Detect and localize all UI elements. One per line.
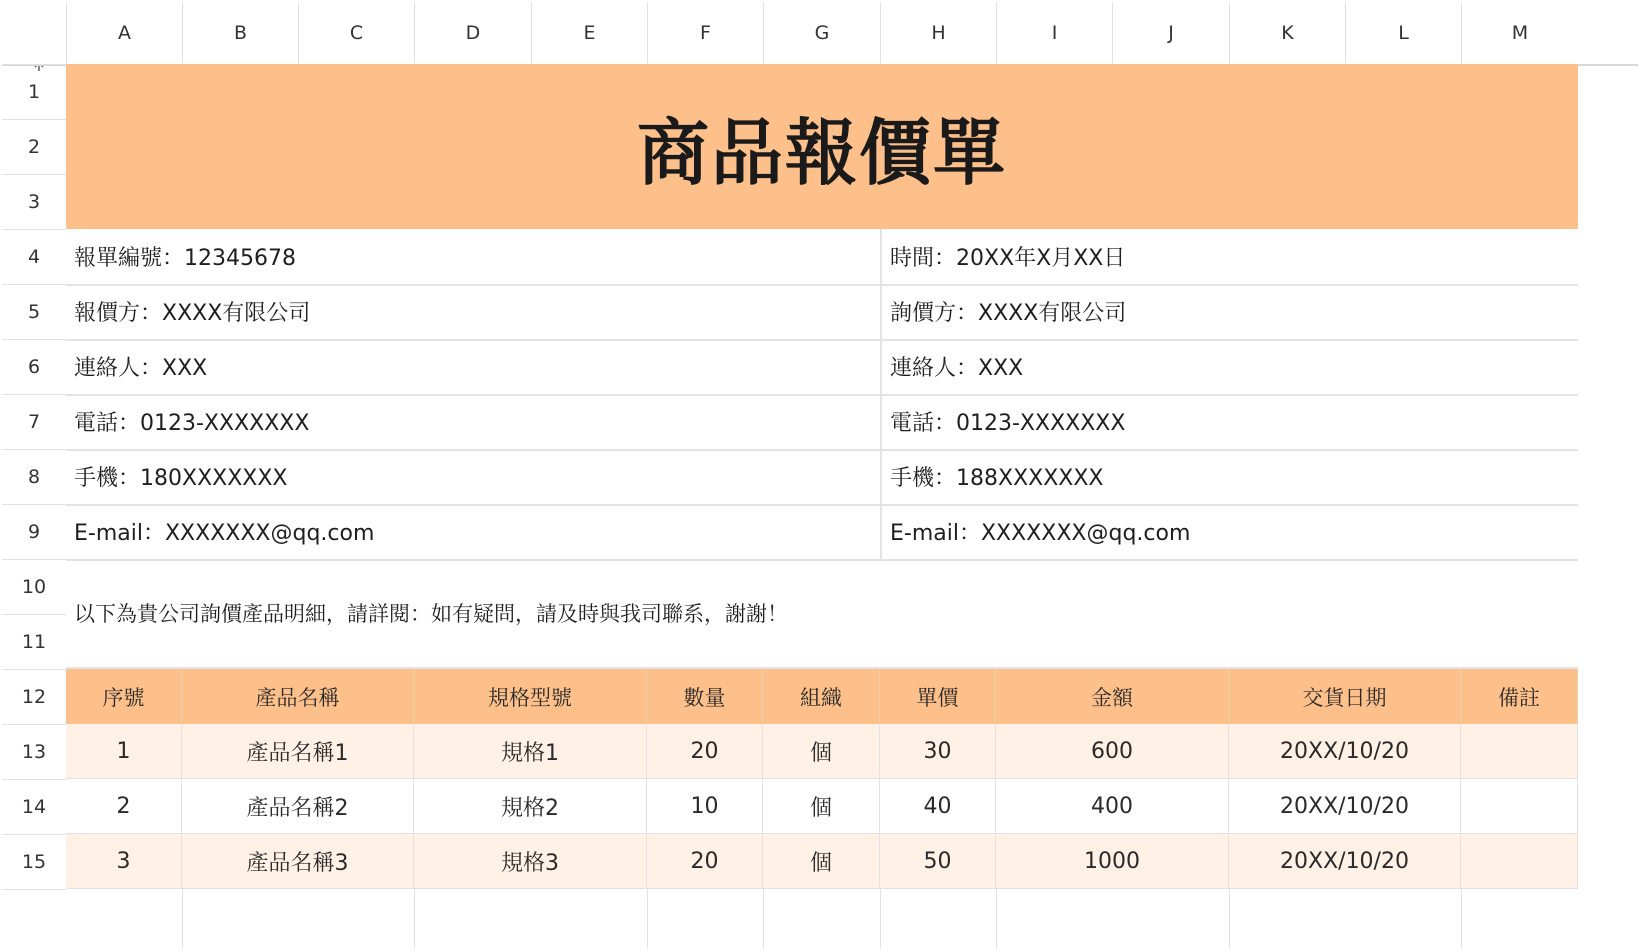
table-cell[interactable] xyxy=(1461,834,1578,889)
column-header-f[interactable]: F xyxy=(647,2,763,64)
table-cell[interactable]: 個 xyxy=(763,779,880,834)
row-header-partial xyxy=(2,889,66,949)
table-cell[interactable]: 20XX/10/20 xyxy=(1229,724,1461,779)
column-header-l[interactable]: L xyxy=(1345,2,1461,64)
row-header-10[interactable]: 10 xyxy=(2,559,66,614)
table-cell[interactable]: 600 xyxy=(996,724,1229,779)
table-header-serial[interactable]: 序號 xyxy=(66,669,182,724)
table-cell[interactable]: 400 xyxy=(996,779,1229,834)
table-cell[interactable]: 規格3 xyxy=(414,834,647,889)
table-cell[interactable]: 10 xyxy=(647,779,763,834)
table-cell[interactable] xyxy=(1461,779,1578,834)
table-header-unit[interactable]: 組織 xyxy=(763,669,880,724)
info-right-contact[interactable]: 連絡人：XXX xyxy=(880,339,1578,396)
row-header-11[interactable]: 11 xyxy=(2,614,66,669)
column-header-j[interactable]: J xyxy=(1112,2,1229,64)
partial-row-divider xyxy=(1229,889,1230,949)
table-cell[interactable]: 40 xyxy=(880,779,996,834)
column-header-bar xyxy=(2,2,1638,66)
info-left-quoter[interactable]: 報價方：XXXX有限公司 xyxy=(66,284,880,341)
column-header-e[interactable]: E xyxy=(531,2,647,64)
table-cell[interactable]: 3 xyxy=(66,834,182,889)
row-header-8[interactable]: 8 xyxy=(2,449,66,504)
table-cell[interactable]: 個 xyxy=(763,724,880,779)
row-header-2[interactable]: 2 xyxy=(2,119,66,174)
table-cell[interactable]: 規格1 xyxy=(414,724,647,779)
table-cell[interactable]: 1 xyxy=(66,724,182,779)
table-cell[interactable]: 30 xyxy=(880,724,996,779)
table-header-unit-price[interactable]: 單價 xyxy=(880,669,996,724)
info-right-mobile[interactable]: 手機：188XXXXXXX xyxy=(880,449,1578,506)
table-cell[interactable]: 個 xyxy=(763,834,880,889)
column-header-i[interactable]: I xyxy=(996,2,1112,64)
table-header-amount[interactable]: 金額 xyxy=(996,669,1229,724)
row-header-14[interactable]: 14 xyxy=(2,779,66,834)
column-header-g[interactable]: G xyxy=(763,2,880,64)
table-cell[interactable]: 50 xyxy=(880,834,996,889)
table-header-spec[interactable]: 規格型號 xyxy=(414,669,647,724)
quotation-note[interactable]: 以下為貴公司詢價產品明細，請詳閱：如有疑問，請及時與我司聯系，謝謝！ xyxy=(66,559,1578,669)
table-cell[interactable] xyxy=(1461,724,1578,779)
row-header-13[interactable]: 13 xyxy=(2,724,66,779)
row-header-9[interactable]: 9 xyxy=(2,504,66,559)
column-header-h[interactable]: H xyxy=(880,2,996,64)
row-header-1[interactable]: 1 xyxy=(2,64,66,119)
table-cell[interactable]: 產品名稱2 xyxy=(182,779,414,834)
table-cell[interactable]: 產品名稱1 xyxy=(182,724,414,779)
info-right-phone[interactable]: 電話：0123-XXXXXXX xyxy=(880,394,1578,451)
table-cell[interactable]: 1000 xyxy=(996,834,1229,889)
column-header-c[interactable]: C xyxy=(298,2,414,64)
row-header-15[interactable]: 15 xyxy=(2,834,66,889)
table-cell[interactable]: 產品名稱3 xyxy=(182,834,414,889)
partial-row-divider xyxy=(996,889,997,949)
column-header-m[interactable]: M xyxy=(1461,2,1578,64)
table-header-quantity[interactable]: 數量 xyxy=(647,669,763,724)
row-header-3[interactable]: 3 xyxy=(2,174,66,229)
table-cell[interactable]: 20XX/10/20 xyxy=(1229,834,1461,889)
partial-row-divider xyxy=(763,889,764,949)
table-cell[interactable]: 20 xyxy=(647,724,763,779)
info-left-contact[interactable]: 連絡人：XXX xyxy=(66,339,880,396)
table-cell[interactable]: 規格2 xyxy=(414,779,647,834)
info-left-quote-number[interactable]: 報單編號：12345678 xyxy=(66,229,880,286)
partial-row-divider xyxy=(414,889,415,949)
quotation-title[interactable]: 商品報價單 xyxy=(66,64,1578,229)
table-header-delivery-date[interactable]: 交貨日期 xyxy=(1229,669,1461,724)
column-header-a[interactable]: A xyxy=(66,2,182,64)
info-left-mobile[interactable]: 手機：180XXXXXXX xyxy=(66,449,880,506)
info-left-email[interactable]: E-mail：XXXXXXX@qq.com xyxy=(66,504,880,561)
info-right-date[interactable]: 時間：20XX年X月XX日 xyxy=(880,229,1578,286)
partial-row-divider xyxy=(647,889,648,949)
table-cell[interactable]: 2 xyxy=(66,779,182,834)
spreadsheet xyxy=(2,2,1638,950)
partial-row-divider xyxy=(880,889,881,949)
row-header-7[interactable]: 7 xyxy=(2,394,66,449)
partial-row-divider xyxy=(1461,889,1462,949)
table-cell[interactable]: 20 xyxy=(647,834,763,889)
column-header-k[interactable]: K xyxy=(1229,2,1345,64)
column-header-b[interactable]: B xyxy=(182,2,298,64)
table-cell[interactable]: 20XX/10/20 xyxy=(1229,779,1461,834)
row-header-12[interactable]: 12 xyxy=(2,669,66,724)
row-header-4[interactable]: 4 xyxy=(2,229,66,284)
row-header-5[interactable]: 5 xyxy=(2,284,66,339)
table-header-remarks[interactable]: 備註 xyxy=(1461,669,1578,724)
info-right-email[interactable]: E-mail：XXXXXXX@qq.com xyxy=(880,504,1578,561)
partial-row-divider xyxy=(182,889,183,949)
row-header-6[interactable]: 6 xyxy=(2,339,66,394)
info-left-phone[interactable]: 電話：0123-XXXXXXX xyxy=(66,394,880,451)
table-header-product-name[interactable]: 產品名稱 xyxy=(182,669,414,724)
info-right-inquirer[interactable]: 詢價方：XXXX有限公司 xyxy=(880,284,1578,341)
column-header-d[interactable]: D xyxy=(414,2,531,64)
